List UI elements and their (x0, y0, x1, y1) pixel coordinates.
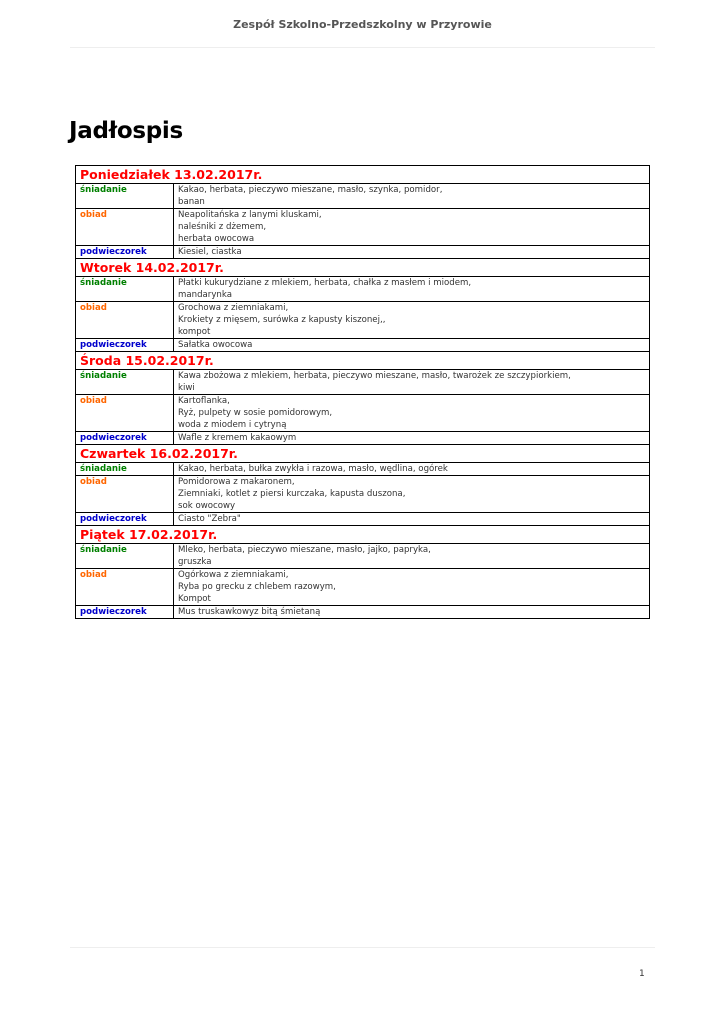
meal-content-sniadanie (174, 184, 650, 209)
meal-item-line: herbata owocowa (178, 234, 255, 244)
day-row (76, 259, 650, 277)
day-row (76, 352, 650, 370)
meal-content-obiad (174, 476, 650, 513)
meal-item-line: gruszka (178, 557, 212, 567)
meal-item-line: Kompot (178, 594, 211, 604)
meal-row-podwieczorek (76, 339, 650, 352)
meal-label-podwieczorek: podwieczorek (76, 606, 174, 619)
meal-row-sniadanie (76, 277, 650, 302)
meal-label-sniadanie: śniadanie (76, 544, 174, 569)
meal-content-sniadanie (174, 277, 650, 302)
meal-item-line: naleśniki z dżemem, (178, 222, 267, 232)
meal-row-sniadanie (76, 370, 650, 395)
meal-label-obiad: obiad (76, 476, 174, 513)
meal-item-line: Ciasto "Zebra" (178, 514, 241, 524)
meal-row-obiad (76, 302, 650, 339)
day-row (76, 166, 650, 184)
meal-label-podwieczorek: podwieczorek (76, 513, 174, 526)
meal-content-podwieczorek (174, 432, 650, 445)
meal-content-podwieczorek (174, 339, 650, 352)
menu-table (75, 165, 650, 619)
meal-row-obiad (76, 569, 650, 606)
meal-item-line: kompot (178, 327, 211, 337)
header-divider (70, 47, 655, 48)
meal-row-sniadanie (76, 544, 650, 569)
meal-row-obiad (76, 395, 650, 432)
meal-label-podwieczorek: podwieczorek (76, 432, 174, 445)
day-heading: Piątek 17.02.2017r. (76, 526, 650, 544)
day-heading: Wtorek 14.02.2017r. (76, 259, 650, 277)
meal-label-sniadanie: śniadanie (76, 184, 174, 209)
meal-row-podwieczorek (76, 513, 650, 526)
meal-item-line: Płatki kukurydziane z mlekiem, herbata, chałka z masłem i miodem, (178, 278, 472, 288)
meal-row-sniadanie (76, 463, 650, 476)
meal-content-sniadanie (174, 370, 650, 395)
meal-content-obiad (174, 569, 650, 606)
meal-item-line: Wafle z kremem kakaowym (178, 433, 297, 443)
meal-item-line: Ryż, pulpety w sosie pomidorowym, (178, 408, 333, 418)
footer-divider (70, 947, 655, 948)
meal-label-sniadanie: śniadanie (76, 370, 174, 395)
meal-label-sniadanie: śniadanie (76, 463, 174, 476)
meal-row-obiad (76, 209, 650, 246)
meal-item-line: Kawa zbożowa z mlekiem, herbata, pieczywo mieszane, masło, twarożek ze szczypiorkiem, (178, 371, 571, 381)
meal-label-podwieczorek: podwieczorek (76, 246, 174, 259)
page-title: Jadłospis (69, 118, 183, 144)
meal-content-podwieczorek (174, 606, 650, 619)
meal-item-line: woda z miodem i cytryną (178, 420, 287, 430)
meal-item-line: Kiesiel, ciastka (178, 247, 242, 257)
meal-label-obiad: obiad (76, 569, 174, 606)
meal-item-line: kiwi (178, 383, 195, 393)
meal-content-obiad (174, 209, 650, 246)
meal-label-obiad: obiad (76, 302, 174, 339)
meal-item-line: banan (178, 197, 205, 207)
meal-item-line: Ogórkowa z ziemniakami, (178, 570, 289, 580)
meal-item-line: Kakao, herbata, pieczywo mieszane, masło, szynka, pomidor, (178, 185, 443, 195)
meal-row-sniadanie (76, 184, 650, 209)
meal-item-line: Ziemniaki, kotlet z piersi kurczaka, kapusta duszona, (178, 489, 406, 499)
day-row (76, 445, 650, 463)
page-number: 1 (639, 969, 645, 979)
meal-content-sniadanie (174, 463, 650, 476)
meal-row-podwieczorek (76, 432, 650, 445)
meal-item-line: Sałatka owocowa (178, 340, 253, 350)
menu-table-body (76, 166, 650, 619)
meal-item-line: Kakao, herbata, bułka zwykła i razowa, masło, wędlina, ogórek (178, 464, 448, 474)
day-heading: Poniedziałek 13.02.2017r. (76, 166, 650, 184)
meal-item-line: Mus truskawkowyz bitą śmietaną (178, 607, 321, 617)
meal-label-obiad: obiad (76, 395, 174, 432)
meal-item-line: Grochowa z ziemniakami, (178, 303, 289, 313)
day-heading: Środa 15.02.2017r. (76, 352, 650, 370)
meal-content-podwieczorek (174, 246, 650, 259)
meal-item-line: mandarynka (178, 290, 232, 300)
meal-content-sniadanie (174, 544, 650, 569)
meal-label-sniadanie: śniadanie (76, 277, 174, 302)
school-header: Zespół Szkolno-Przedszkolny w Przyrowie (233, 18, 492, 31)
meal-item-line: Kartoflanka, (178, 396, 230, 406)
meal-item-line: Pomidorowa z makaronem, (178, 477, 295, 487)
meal-row-podwieczorek (76, 246, 650, 259)
meal-content-podwieczorek (174, 513, 650, 526)
meal-content-obiad (174, 302, 650, 339)
meal-label-obiad: obiad (76, 209, 174, 246)
meal-item-line: Mleko, herbata, pieczywo mieszane, masło, jajko, papryka, (178, 545, 431, 555)
day-row (76, 526, 650, 544)
meal-item-line: Ryba po grecku z chlebem razowym, (178, 582, 336, 592)
meal-row-obiad (76, 476, 650, 513)
meal-row-podwieczorek (76, 606, 650, 619)
day-heading: Czwartek 16.02.2017r. (76, 445, 650, 463)
meal-item-line: sok owocowy (178, 501, 236, 511)
meal-item-line: Neapolitańska z lanymi kluskami, (178, 210, 322, 220)
meal-content-obiad (174, 395, 650, 432)
meal-label-podwieczorek: podwieczorek (76, 339, 174, 352)
meal-item-line: Krokiety z mięsem, surówka z kapusty kiszonej,, (178, 315, 386, 325)
